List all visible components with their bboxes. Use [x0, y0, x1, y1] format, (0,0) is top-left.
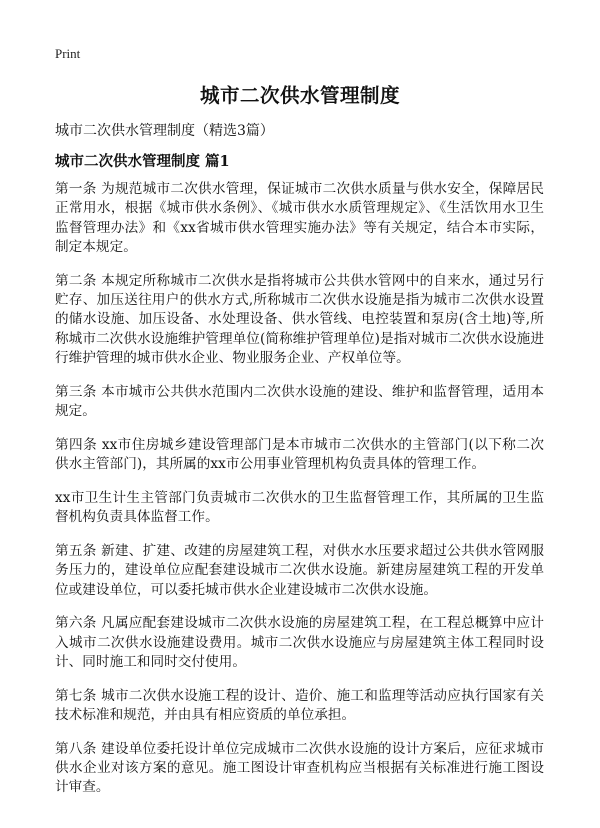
paragraph-article-3: 第三条 本市城市公共供水范围内二次供水设施的建设、维护和监督管理，适用本规定。 — [55, 383, 544, 419]
paragraph-article-1: 第一条 为规范城市二次供水管理，保证城市二次供水质量与供水安全，保障居民正常用水，根据《城市供水条例》、《城市供水水质管理规定》、《生活饮用水卫生监督管理办法》和《xx省城市供水管理实施办法》等有关规定，结合本市实际，制定本规定。 — [55, 181, 544, 255]
print-link[interactable]: Print — [55, 46, 81, 61]
document-body — [55, 180, 544, 812]
paragraph-article-8: 第八条 建设单位委托设计单位完成城市二次供水设施的设计方案后，应征求城市供水企业对该方案的意见。施工图设计审查机构应当根据有关标准进行施工图设计审查。 — [55, 740, 544, 796]
paragraph-article-6: 第六条 凡属应配套建设城市二次供水设施的房屋建筑工程，在工程总概算中应计入城市二次供水设施建设费用。城市二次供水设施应与房屋建筑主体工程同时设计、同时施工和同时交付使用。 — [55, 615, 544, 670]
paragraph-article-4: 第四条 xx市住房城乡建设管理部门是本市城市二次供水的主管部门(以下称二次供水主管部门)，其所属的xx市公用事业管理机构负责具体的管理工作。 — [55, 436, 544, 473]
document-title: 城市二次供水管理制度 — [199, 84, 400, 107]
document-subtitle: 城市二次供水管理制度（精选3篇） — [55, 123, 274, 139]
section-heading: 城市二次供水管理制度 篇1 — [55, 153, 230, 170]
paragraph-health-supervision: xx市卫生计生主管部门负责城市二次供水的卫生监督管理工作，其所属的卫生监督机构负责具体监督工作。 — [55, 489, 544, 526]
paragraph-article-5: 第五条 新建、扩建、改建的房屋建筑工程，对供水水压要求超过公共供水管网服务压力的，建设单位应配套建设城市二次供水设施。新建房屋建筑工程的开发单位或建设单位，可以委托城市供水企业建设城市二次供水设施。 — [55, 542, 544, 598]
paragraph-article-2: 第二条 本规定所称城市二次供水是指将城市公共供水管网中的自来水，通过另行贮存、加压送往用户的供水方式,所称城市二次供水设施是指为城市二次供水设置的储水设施、加压设备、水处理设备、供水管线、电控装置和泵房(含土地)等,所称城市二次供水设施维护管理单位(简称维护管理单位)是指对城市二次供水设施进行维护管理的城市供水企业、物业服务企业、产权单位等。 — [55, 272, 544, 366]
paragraph-article-7: 第七条 城市二次供水设施工程的设计、造价、施工和监理等活动应执行国家有关技术标准和规范，并由具有相应资质的单位承担。 — [55, 687, 544, 724]
